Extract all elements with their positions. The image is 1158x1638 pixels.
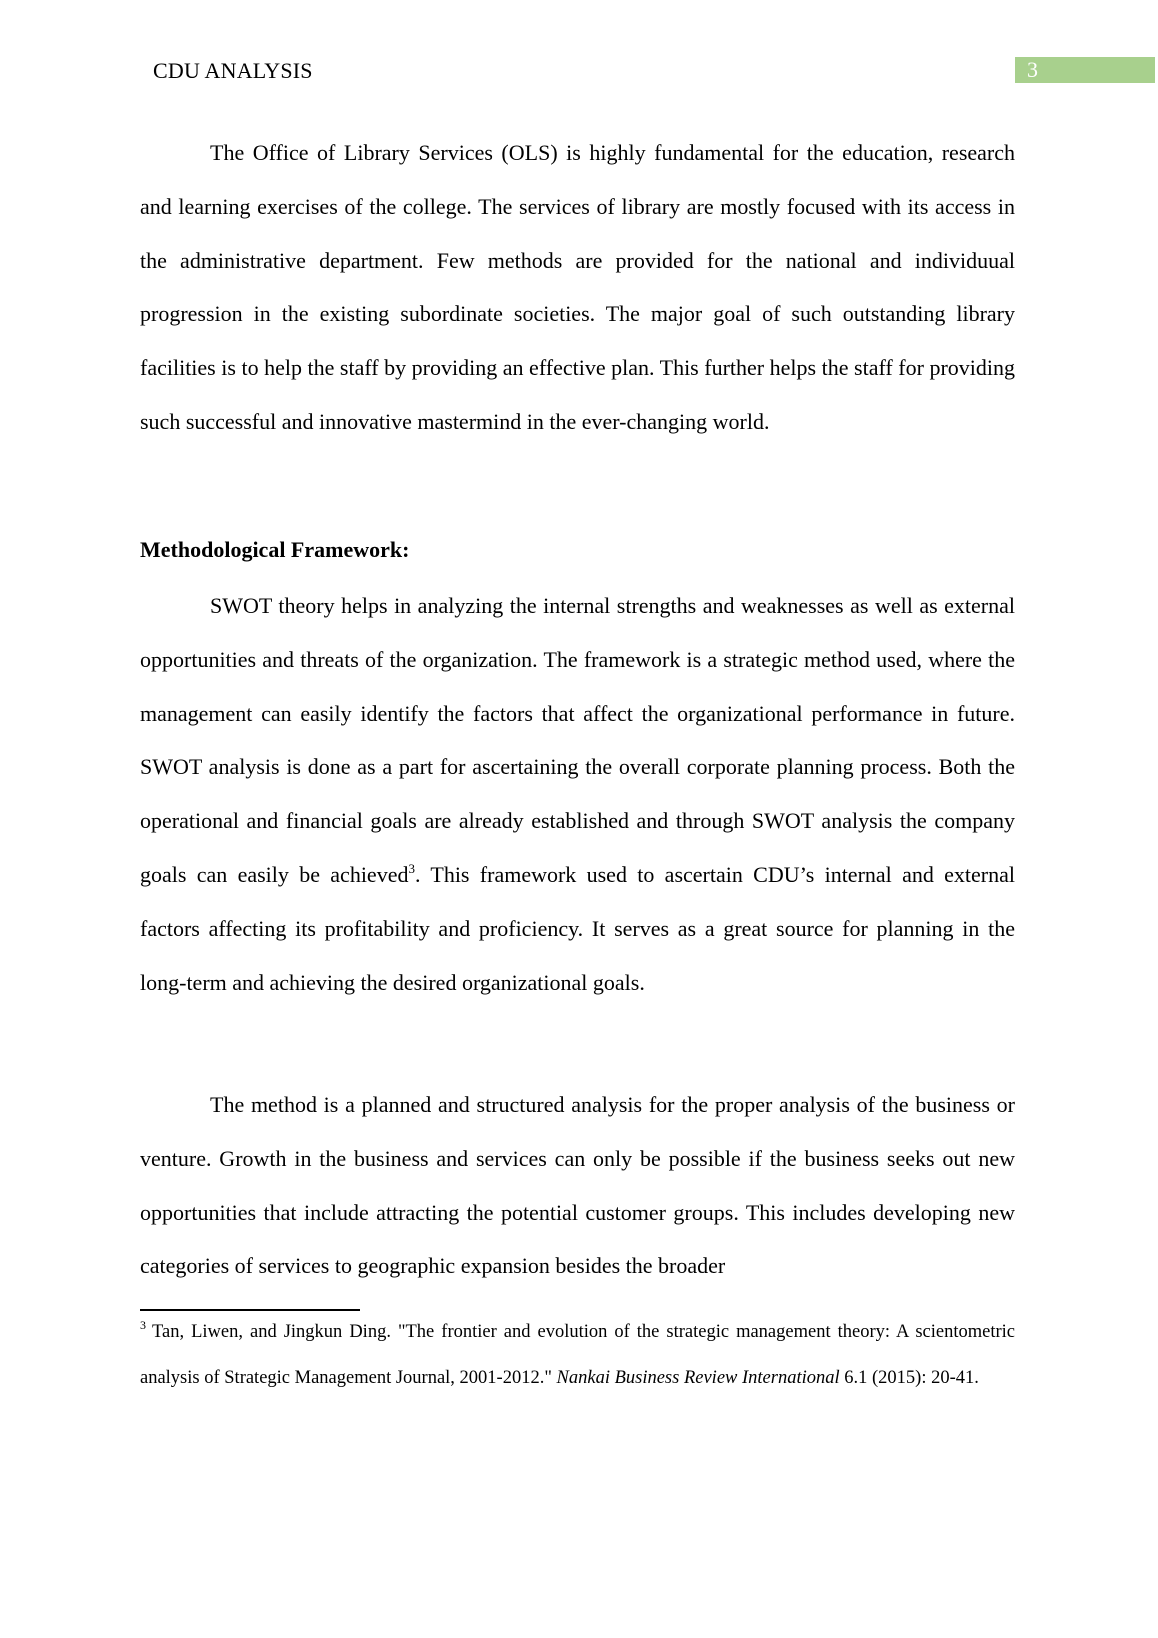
- paragraph-text: The method is a planned and structured analysis for the proper analysis of the business or venture. Growth in the business and services can only be possible if the business seeks out new opportunities that include attracting the potential customer groups. This includes developing new categories of services to geographic expansion besides the broader: [140, 1092, 1015, 1279]
- paragraph-text-before-ref: SWOT theory helps in analyzing the internal strengths and weaknesses as well as external opportunities and threats of the organization. The framework is a strategic method used, where the management can easily identify the factors that affect the organizational performance in future. SWOT analysis is done as a part for ascertaining the overall corporate planning process. Both the operational and financial goals are already established and through SWOT analysis the company goals can easily be achieved: [140, 593, 1015, 887]
- running-header-title: CDU ANALYSIS: [153, 58, 313, 83]
- footnote-reference: 3: [408, 860, 415, 876]
- paragraph-text: The Office of Library Services (OLS) is highly fundamental for the education, research and learning exercises of the college. The services of library are mostly focused with its access in the administrative department. Few methods are provided for the national and individuual progression in the existing subordinate societies. The major goal of such outstanding library facilities is to help the staff by providing an effective plan. This further helps the staff for providing such successful and innovative mastermind in the ever-changing world.: [140, 140, 1015, 434]
- footnote: [140, 1310, 1015, 1401]
- footnote-number: 3: [140, 1318, 146, 1332]
- section-heading-methodological-framework: Methodological Framework:: [140, 537, 410, 562]
- page-number: 3: [1015, 57, 1155, 83]
- paragraph-swot-theory: [140, 579, 1015, 1009]
- paragraph-text-after-ref: . This framework used to ascertain CDU’s internal and external factors affecting its profitability and proficiency. It serves as a great source for planning in the long-term and achieving the desired organizational goals.: [140, 861, 1016, 995]
- paragraph-method-analysis: [140, 1078, 1015, 1293]
- footnote-citation-details: 6.1 (2015): 20-41.: [839, 1367, 979, 1388]
- footnote-journal-title: Nankai Business Review International: [556, 1367, 840, 1388]
- paragraph-ols-overview: [140, 126, 1015, 449]
- footnote-citation-text: Tan, Liwen, and Jingkun Ding. "The frontier and evolution of the strategic management theory: A scientometric analysis of Strategic Management Journal, 2001-2012.": [140, 1322, 1015, 1388]
